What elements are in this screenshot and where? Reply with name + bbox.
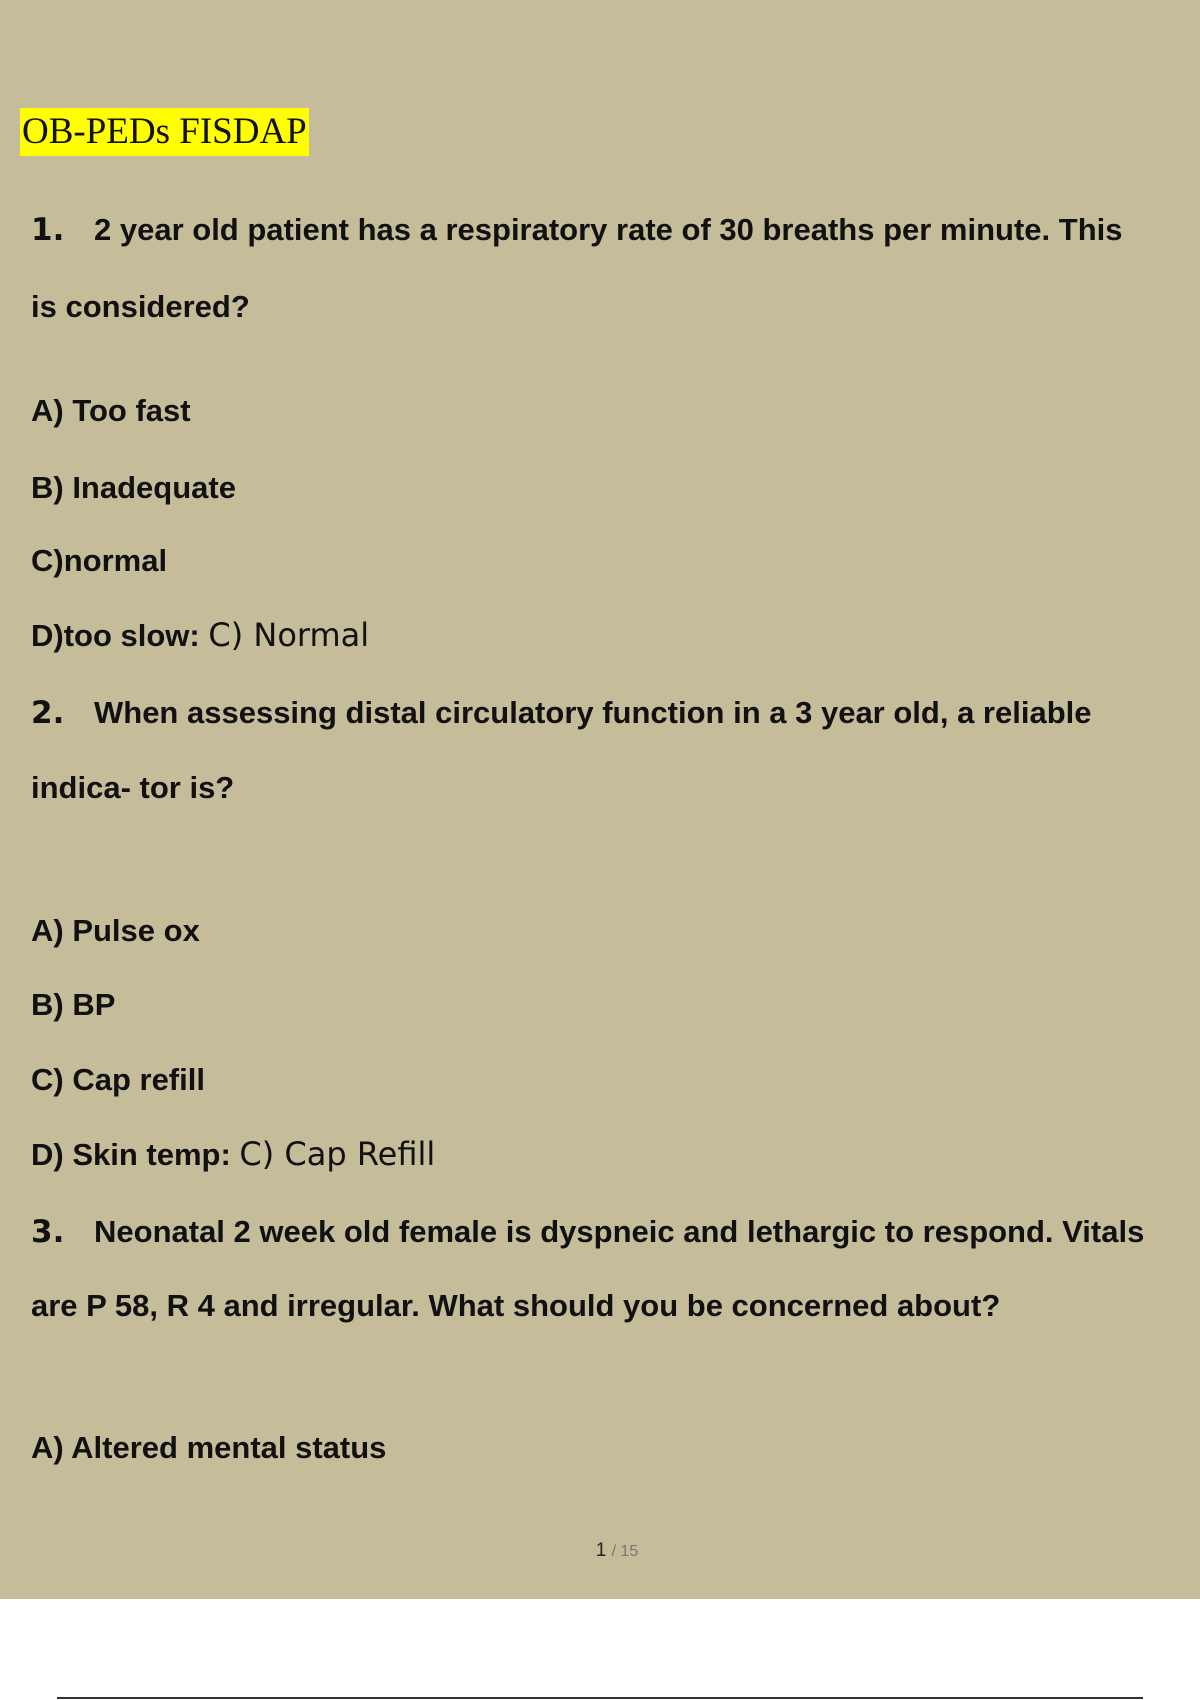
question-2-number: 2. [31, 695, 65, 731]
question-2-text: When assessing distal circulatory function in a 3 year old, a reliable [94, 695, 1092, 730]
question-2-option-b: B) BP [31, 987, 116, 1022]
question-1-text: 2 year old patient has a respiratory rate of 30 breaths per minute. This [94, 212, 1123, 247]
question-1-number: 1. [31, 212, 65, 248]
question-1-option-d-label: D)too slow: [31, 618, 200, 653]
document-title: OB-PEDs FISDAP [20, 108, 309, 156]
question-3-number: 3. [31, 1214, 65, 1250]
question-1-answer: C) Normal [208, 616, 370, 654]
total-pages: / 15 [611, 1543, 639, 1560]
question-1-line-1 [31, 210, 1123, 250]
question-2-option-a: A) Pulse ox [31, 913, 200, 948]
question-2-option-c: C) Cap refill [31, 1062, 205, 1097]
question-2-text-continued: indica- tor is? [31, 770, 235, 805]
current-page-number: 1 [595, 1540, 607, 1561]
question-1-option-b: B) Inadequate [31, 470, 236, 505]
page-indicator [0, 1540, 1200, 1562]
question-2-option-d [31, 1134, 435, 1175]
question-3-text: Neonatal 2 week old female is dyspneic and lethargic to respond. Vitals [94, 1214, 1145, 1249]
page-divider [57, 1697, 1143, 1699]
question-1-option-c: C)normal [31, 543, 168, 578]
question-3-option-a: A) Altered mental status [31, 1430, 387, 1465]
question-3-line-1 [31, 1212, 1144, 1252]
question-2-line-1 [31, 693, 1091, 733]
question-1-option-a: A) Too fast [31, 393, 191, 428]
question-2-answer: C) Cap Refill [239, 1135, 436, 1173]
question-1-text-continued: is considered? [31, 289, 250, 324]
question-3-text-continued: are P 58, R 4 and irregular. What should you be concerned about? [31, 1288, 1001, 1323]
question-1-option-d [31, 615, 369, 656]
question-2-option-d-label: D) Skin temp: [31, 1137, 231, 1172]
